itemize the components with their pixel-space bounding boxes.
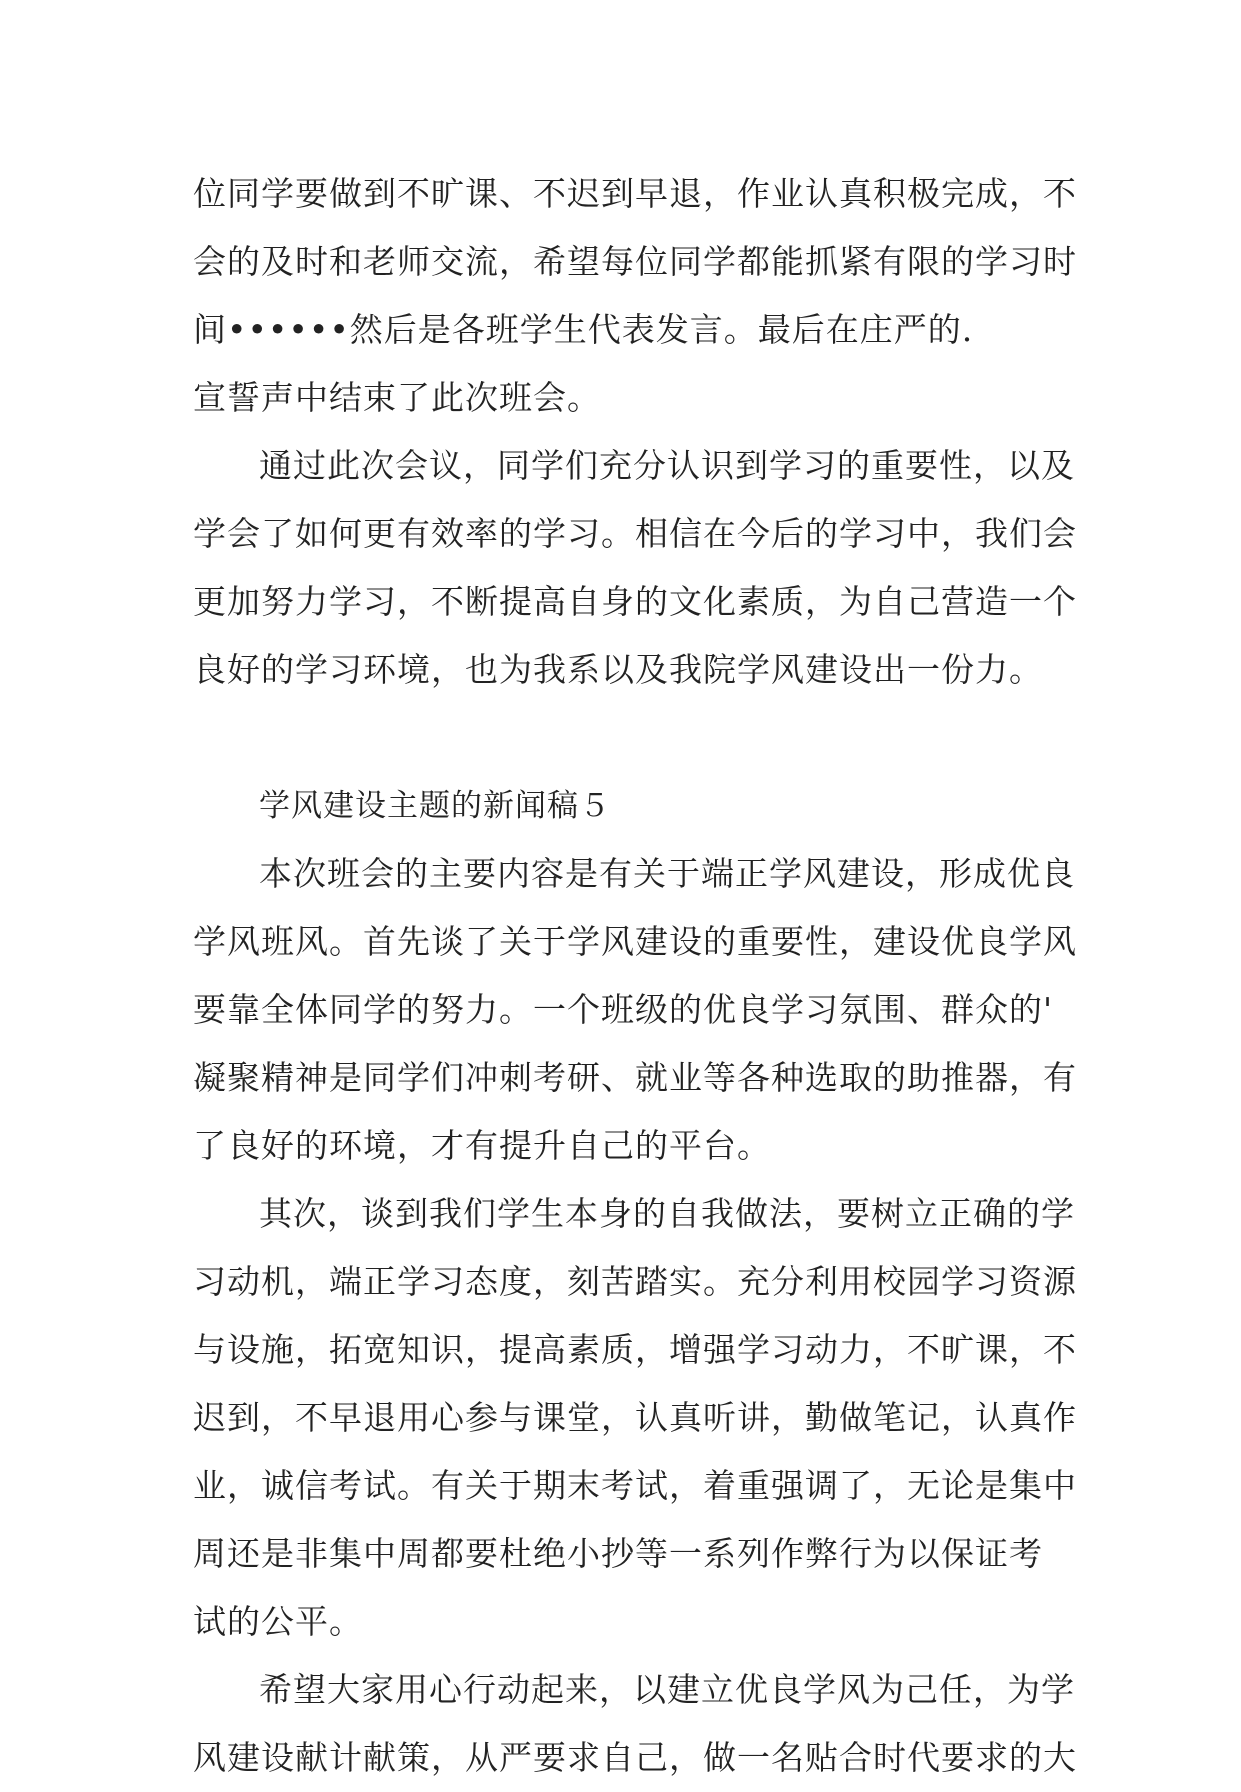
text-line: 周还是非集中周都要杜绝小抄等一系列作弊行为以保证考 (193, 1534, 1043, 1573)
text-line: 业，诚信考试。有关于期末考试，着重强调了，无论是集中 (193, 1466, 1077, 1505)
text-line: 试的公平。 (193, 1602, 363, 1641)
paragraph-closing (193, 1656, 1077, 1792)
text-line: 学风班风。首先谈了关于学风建设的重要性，建设优良学风 (193, 922, 1077, 961)
text-line: 习动机，端正学习态度，刻苦踏实。充分利用校园学习资源 (193, 1262, 1077, 1301)
paragraph-meeting-result (193, 432, 1077, 704)
text-line: 会的及时和老师交流，希望每位同学都能抓紧有限的学习时 (193, 242, 1077, 281)
text-line: 其次，谈到我们学生本身的自我做法，要树立正确的学 (259, 1194, 1075, 1233)
text-line: 本次班会的主要内容是有关于端正学风建设，形成优良 (259, 854, 1075, 893)
text-line: 与设施，拓宽知识，提高素质，增强学习动力，不旷课，不 (193, 1330, 1077, 1369)
text-line: 位同学要做到不旷课、不迟到早退，作业认真积极完成，不 (193, 174, 1077, 213)
text-line: 宣誓声中结束了此次班会。 (193, 378, 601, 417)
paragraph-study-habits (193, 1180, 1077, 1656)
document-page (193, 160, 1077, 1792)
text-line: 间••••••然后是各班学生代表发言。最后在庄严的. (193, 310, 974, 349)
text-line: 良好的学习环境，也为我系以及我院学风建设出一份力。 (193, 650, 1043, 689)
text-line: 要靠全体同学的努力。一个班级的优良学习氛围、群众的' (193, 990, 1054, 1029)
text-line: 希望大家用心行动起来，以建立优良学风为己任，为学 (259, 1670, 1075, 1709)
text-line: 学会了如何更有效率的学习。相信在今后的学习中，我们会 (193, 514, 1077, 553)
text-line: 了良好的环境，才有提升自己的平台。 (193, 1126, 771, 1165)
section-heading: 学风建设主题的新闻稿５ (259, 788, 611, 824)
text-line: 更加努力学习，不断提高自身的文化素质，为自己营造一个 (193, 582, 1077, 621)
text-line: 凝聚精神是同学们冲刺考研、就业等各种选取的助推器，有 (193, 1058, 1077, 1097)
text-line: 风建设献计献策，从严要求自己，做一名贴合时代要求的大 (193, 1738, 1077, 1777)
section-spacer (193, 704, 1053, 772)
paragraph-class-meeting (193, 840, 1077, 1180)
text-line: 通过此次会议，同学们充分认识到学习的重要性，以及 (259, 446, 1075, 485)
text-line: 迟到，不早退用心参与课堂，认真听讲，勤做笔记，认真作 (193, 1398, 1077, 1437)
paragraph-continued (193, 160, 1077, 432)
